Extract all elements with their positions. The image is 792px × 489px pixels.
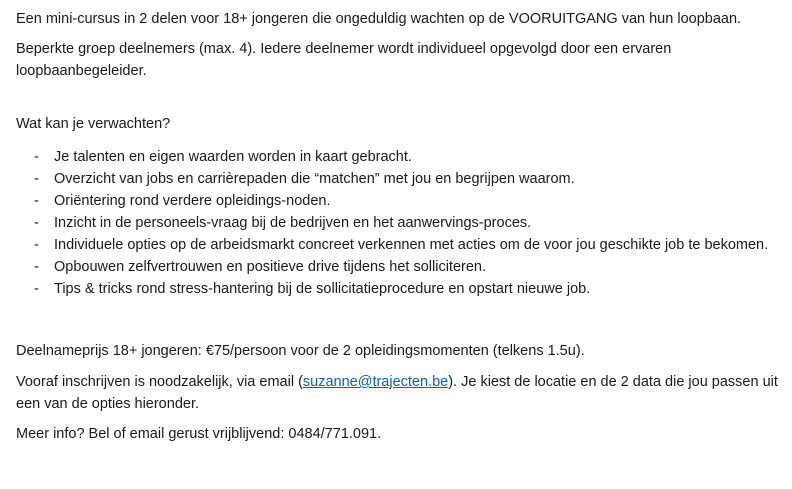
list-item — [16, 190, 784, 212]
question-heading: Wat kan je verwachten? — [16, 116, 171, 132]
list-item-text: Overzicht van jobs en carrièrepaden die “matchen” met jou en begrijpen waarom. — [54, 171, 575, 187]
register-text-after: ). Je kiest de locatie en de 2 data die jou passen uit een van de opties hieronder. — [16, 374, 778, 412]
price-paragraph: Deelnameprijs 18+ jongeren: €75/persoon voor de 2 opleidingsmomenten (telkens 1.5u). — [16, 343, 585, 359]
contact-paragraph: Meer info? Bel of email gerust vrijblijvend: 0484/771.091. — [16, 426, 382, 442]
document-body — [16, 8, 784, 445]
list-item — [16, 212, 784, 234]
list-item-text: Oriëntering rond verdere opleidings-noden. — [54, 193, 331, 209]
list-item-text: Tips & tricks rond stress-hantering bij de sollicitatieprocedure en opstart nieuwe job. — [54, 281, 591, 297]
list-item — [16, 146, 784, 168]
group-paragraph: Beperkte groep deelnemers (max. 4). Iedere deelnemer wordt individueel opgevolgd door een ervaren loopbaanbegeleider. — [16, 41, 672, 79]
bullet-dash: - — [34, 215, 39, 231]
bullet-dash: - — [34, 171, 39, 187]
register-text-before: Vooraf inschrijven is noodzakelijk, via email ( — [16, 374, 303, 390]
list-item — [16, 278, 784, 300]
list-item-text: Opbouwen zelfvertrouwen en positieve drive tijdens het solliciteren. — [54, 259, 487, 275]
email-link[interactable]: suzanne@trajecten.be — [302, 374, 449, 390]
bullet-dash: - — [34, 149, 39, 165]
expectations-list — [16, 146, 784, 300]
list-item — [16, 256, 784, 278]
list-item-text: Je talenten en eigen waarden worden in kaart gebracht. — [54, 149, 412, 165]
register-paragraph — [16, 371, 784, 415]
list-item-text: Inzicht in de personeels-vraag bij de bedrijven en het aanwervings-proces. — [54, 215, 532, 231]
intro-paragraph: Een mini-cursus in 2 delen voor 18+ jongeren die ongeduldig wachten op de VOORUITGANG van hun loopbaan. — [16, 11, 742, 27]
list-item — [16, 168, 784, 190]
bullet-dash: - — [34, 193, 39, 209]
bullet-dash: - — [34, 259, 39, 275]
list-item — [16, 234, 784, 256]
bullet-dash: - — [34, 281, 39, 297]
bullet-dash: - — [34, 237, 39, 253]
list-item-text: Individuele opties op de arbeidsmarkt concreet verkennen met acties om de voor jou geschikte job te bekomen. — [54, 237, 769, 253]
